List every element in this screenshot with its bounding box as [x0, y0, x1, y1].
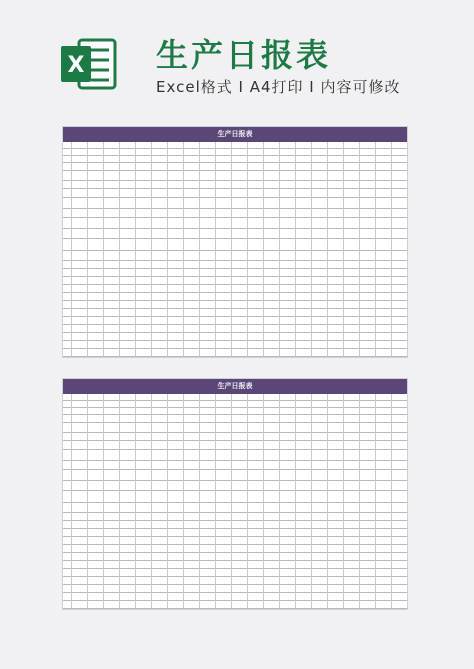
sheet-preview-1 [62, 126, 408, 358]
page-subtitle: Excel格式 I A4打印 I 内容可修改 [156, 78, 401, 96]
page-title: 生产日报表 [156, 36, 332, 74]
excel-icon [57, 32, 121, 96]
sheet-grid [63, 394, 407, 610]
sheet-preview-2 [62, 378, 408, 610]
svg-text:X: X [67, 53, 85, 78]
sheet-title: 生产日报表 [63, 127, 407, 142]
template-header [0, 0, 474, 112]
sheet-grid [63, 142, 407, 358]
sheet-title: 生产日报表 [63, 379, 407, 394]
